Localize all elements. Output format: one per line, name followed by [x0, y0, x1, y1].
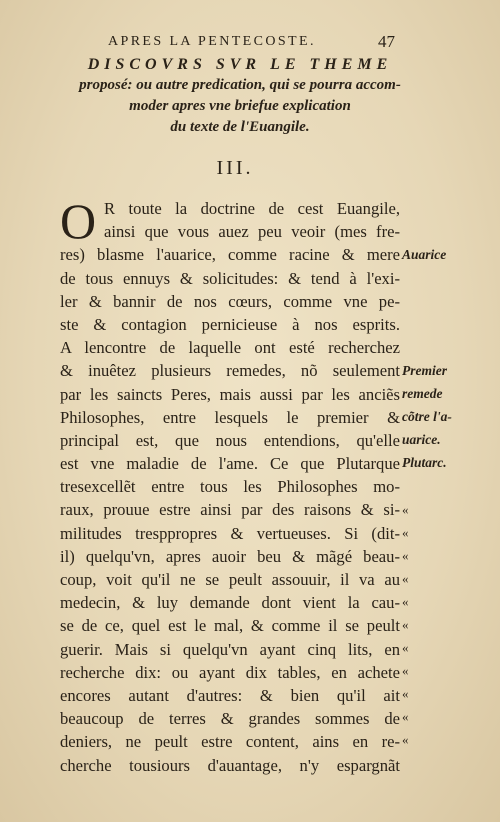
- text-line: ainsi que vous auez peu veoir (mes fre-: [104, 222, 400, 242]
- quote-mark: «: [402, 686, 409, 701]
- margin-note-premier-2: remede: [402, 386, 443, 401]
- quote-mark: «: [402, 663, 409, 678]
- margin-note-plutarc: Plutarc.: [402, 455, 447, 470]
- quote-mark: «: [402, 548, 409, 563]
- body-text: [60, 193, 400, 777]
- text-line: militudes tresppropres & vertueuses. Si (dit-: [60, 523, 400, 543]
- text-line: & inuêtez plusieurs remedes, nõ seulement: [60, 361, 400, 381]
- text-line: il) quelqu'vn, apres auoir beu & mãgé beau-: [60, 546, 400, 566]
- text-line: deniers, ne peult estre content, ains en re-: [60, 732, 400, 752]
- quote-mark: «: [402, 640, 409, 655]
- margin-note-premier-3: cõtre l'a-: [402, 409, 452, 424]
- chapter-heading: [60, 54, 420, 138]
- margin-note-auarice: Auarice: [402, 247, 447, 262]
- quote-mark: «: [402, 617, 409, 632]
- heading-line-3: moder apres vne briefue explication: [129, 98, 351, 114]
- text-line: coup, voit qu'il ne se peult assouuir, il va au: [60, 570, 400, 589]
- quote-mark: «: [402, 525, 409, 540]
- heading-line-2: proposé: ou autre predication, qui se pourra accom-: [79, 77, 401, 93]
- margin-note-premier-4: uarice.: [402, 432, 441, 447]
- text-line: cherche tousiours d'auantage, n'y espargnãt: [60, 755, 400, 775]
- text-line: guerir. Mais si quelqu'vn ayant cinq lits, en: [60, 639, 400, 659]
- text-line: encores autant d'autres: & bien qu'il ait: [60, 685, 400, 705]
- text-line: A lencontre de laquelle ont esté recherchez: [60, 338, 400, 358]
- margin-note-premier-1: Premier: [402, 363, 447, 378]
- text-line: par les saincts Peres, mais aussi par les anciẽs: [60, 384, 400, 404]
- quote-mark: «: [402, 571, 409, 586]
- heading-line-4: du texte de l'Euangile.: [170, 119, 310, 135]
- text-line: principal est, que nous entendions, qu'elle: [60, 430, 400, 450]
- heading-line-1: DISCOVRS SVR LE THEME: [87, 56, 393, 73]
- quote-mark: «: [402, 594, 409, 609]
- quote-mark: «: [402, 502, 409, 517]
- running-head: APRES LA PENTECOSTE.: [108, 34, 316, 49]
- text-line: raux, prouue estre ainsi par des raisons & si-: [60, 500, 400, 520]
- text-line: est vne maladie de l'ame. Ce que Plutarque: [60, 454, 400, 474]
- page-number: 47: [378, 32, 395, 51]
- drop-cap: O: [60, 193, 97, 249]
- text-line: beaucoup de terres & grandes sommes de: [60, 709, 400, 729]
- text-line: de tous ennuys & solicitudes: & tend à l'exi-: [60, 268, 400, 288]
- text-line: tresexcellẽt entre tous les Philosophes mo-: [60, 477, 400, 497]
- text-line: medecin, & luy demande dont vient la cau-: [60, 593, 400, 613]
- text-line: ste & contagion pernicieuse à nos esprits.: [60, 314, 400, 334]
- quote-mark: «: [402, 732, 409, 747]
- text-line: R toute la doctrine de cest Euangile,: [104, 199, 400, 218]
- section-number: III.: [216, 157, 254, 179]
- text-line: res) blasme l'auarice, comme racine & mere: [60, 245, 400, 265]
- text-line: se de ce, quel est le mal, & comme il se peult: [60, 616, 400, 636]
- text-line: recherche dix: ou ayant dix tables, en achete: [60, 662, 400, 682]
- text-line: ler & bannir de nos cœurs, comme vne pe-: [60, 291, 400, 311]
- quote-mark: «: [402, 709, 409, 724]
- text-line: Philosophes, entre lesquels le premier &: [60, 407, 400, 427]
